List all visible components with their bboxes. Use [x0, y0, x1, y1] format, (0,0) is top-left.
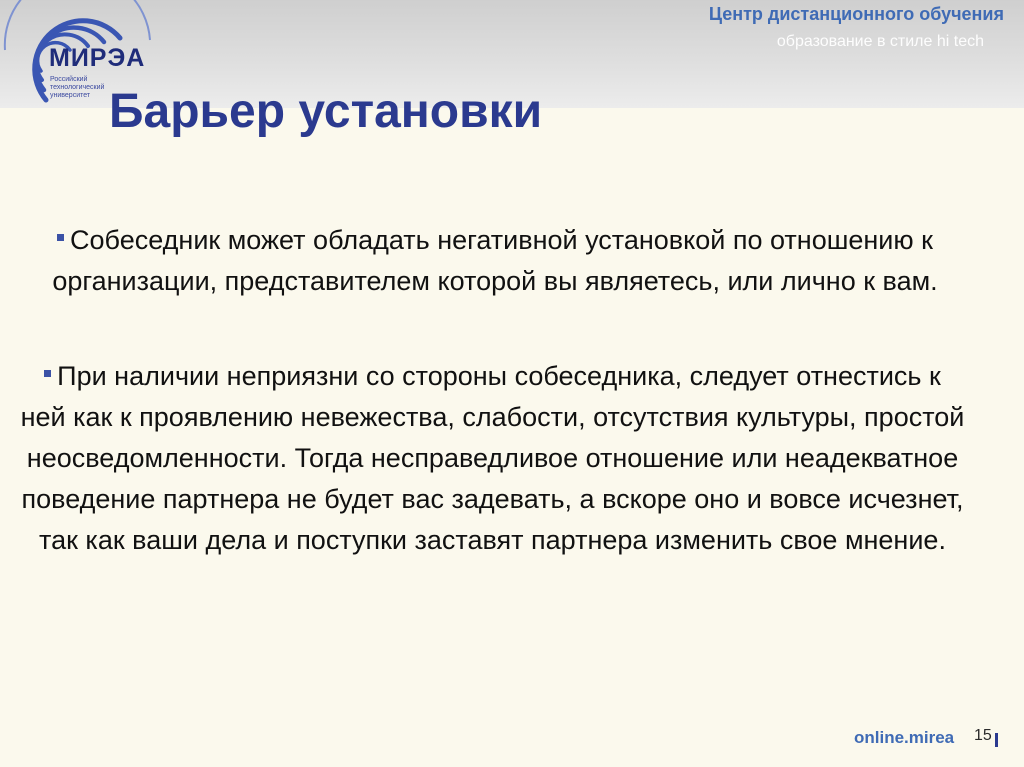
header-title: Центр дистанционного обучения: [708, 4, 1004, 24]
bullet-square-icon: [57, 234, 64, 241]
bullet-text: Собеседник может обладать негативной установкой по отношению к организации, представителем которой вы являетесь, или лично к вам.: [52, 225, 938, 296]
bullet-item: [30, 220, 960, 302]
bullet-text: При наличии неприязни со стороны собеседника, следует отнестись к ней как к проявлению невежества, слабости, отсутствия культуры, простой неосведомленности. Тогда несправедливое отношение или неадекватное поведение партнера не будет вас задевать, а вскоре оно и вовсе исчезнет, так как ваши дела и поступки заставят партнера изменить свое мнение.: [20, 361, 965, 555]
page-number: 15: [974, 727, 992, 744]
slide-title: Барьер установки: [109, 85, 543, 138]
bullet-square-icon: [44, 370, 51, 377]
footer-url: online.mirea: [854, 728, 955, 747]
header-subtitle: образование в стиле hi tech: [776, 33, 984, 50]
page-marker: [995, 733, 998, 747]
logo-subtext: Российский технологический университет: [50, 76, 105, 99]
logo-text: МИРЭА: [49, 44, 146, 72]
bullet-item: [20, 356, 965, 561]
